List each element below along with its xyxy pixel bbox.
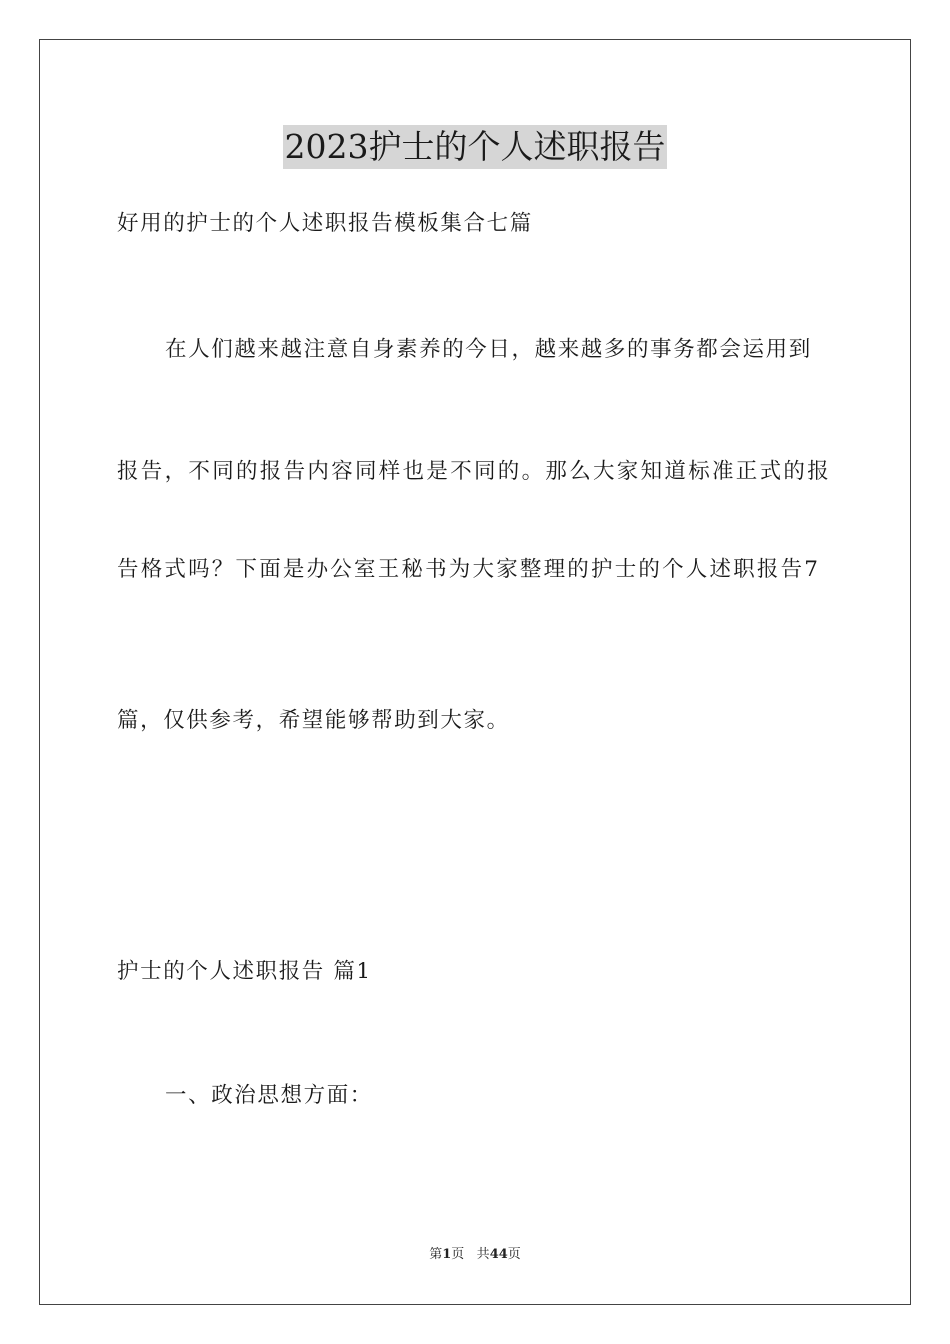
subsection-heading: 一、政治思想方面： [165, 1083, 373, 1108]
intro-line-4: 篇，仅供参考，希望能够帮助到大家。 [117, 708, 510, 733]
page-footer [0, 1246, 950, 1264]
total-prefix: 共 [476, 1247, 490, 1262]
document-subtitle: 好用的护士的个人述职报告模板集合七篇 [117, 211, 533, 236]
section-heading: 护士的个人述职报告 篇1 [117, 959, 372, 984]
total-pages: 44 [489, 1247, 508, 1262]
total-suffix: 页 [507, 1247, 521, 1262]
page-number: 1 [442, 1247, 452, 1262]
intro-line-3: 告格式吗？下面是办公室王秘书为大家整理的护士的个人述职报告7 [117, 557, 821, 582]
intro-line-1: 在人们越来越注意自身素养的今日，越来越多的事务都会运用到 [165, 337, 812, 362]
document-title: 2023护士的个人述职报告 [283, 125, 668, 169]
intro-line-2: 报告，不同的报告内容同样也是不同的。那么大家知道标准正式的报 [117, 459, 832, 484]
title-container [0, 125, 950, 169]
page-suffix: 页 [451, 1247, 465, 1262]
page-prefix: 第 [429, 1247, 443, 1262]
